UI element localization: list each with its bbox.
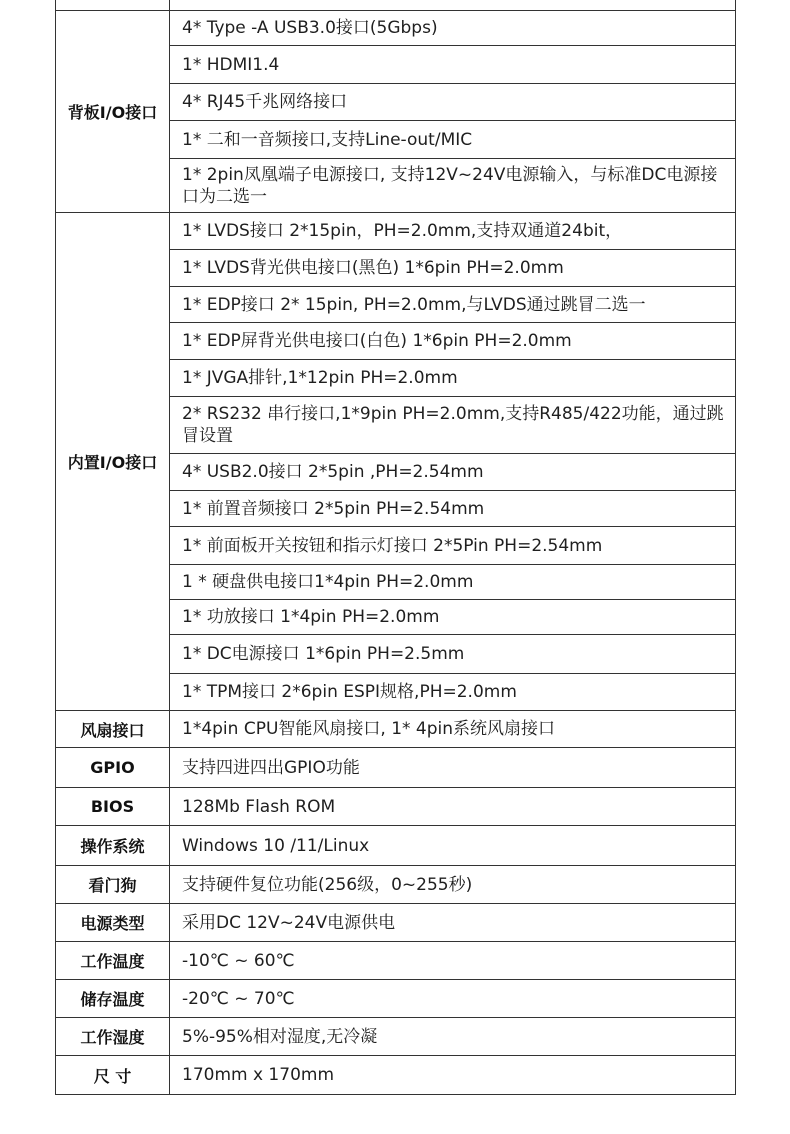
spec-value: 4* Type -A USB3.0接口(5Gbps) [170,11,736,46]
spec-value: 5%-95%相对湿度,无冷凝 [170,1018,736,1056]
spec-value [170,0,736,11]
spec-value: 1*4pin CPU智能风扇接口, 1* 4pin系统风扇接口 [170,711,736,748]
spec-value: -20℃ ~ 70℃ [170,980,736,1018]
spec-label: 工作湿度 [56,1018,170,1056]
spec-value: 1* JVGA排针,1*12pin PH=2.0mm [170,360,736,397]
spec-value: 1* 功放接口 1*4pin PH=2.0mm [170,600,736,635]
spec-table [55,0,736,1095]
spec-value: 1 * 硬盘供电接口1*4pin PH=2.0mm [170,565,736,600]
spec-label: 尺 寸 [56,1056,170,1095]
spec-value: 1* 2pin凤凰端子电源接口, 支持12V~24V电源输入，与标准DC电源接口为二选一 [170,159,736,213]
spec-value: 1* 前置音频接口 2*5pin PH=2.54mm [170,491,736,527]
spec-value: 4* USB2.0接口 2*5pin ,PH=2.54mm [170,454,736,491]
table-row-top-cropped [56,0,736,11]
spec-value: -10℃ ~ 60℃ [170,942,736,980]
spec-value: 支持硬件复位功能(256级，0~255秒) [170,866,736,904]
spec-value: 采用DC 12V~24V电源供电 [170,904,736,942]
spec-value: 1* LVDS接口 2*15pin，PH=2.0mm,支持双通道24bit， [170,213,736,250]
table-row [56,904,736,942]
spec-label: 内置I/O接口 [56,213,170,711]
table-row [56,788,736,826]
spec-value: 1* LVDS背光供电接口(黑色) 1*6pin PH=2.0mm [170,250,736,287]
spec-value: 1* 二和一音频接口,支持Line-out/MIC [170,121,736,159]
spec-value: 1* HDMI1.4 [170,46,736,84]
spec-label: 操作系统 [56,826,170,866]
table-row [56,1056,736,1095]
table-row [56,213,736,250]
spec-label: 背板I/O接口 [56,11,170,213]
table-row [56,826,736,866]
spec-label: BIOS [56,788,170,826]
spec-value: 1* TPM接口 2*6pin ESPI规格,PH=2.0mm [170,674,736,711]
spec-value: 1* 前面板开关按钮和指示灯接口 2*5Pin PH=2.54mm [170,527,736,565]
spec-value: 1* EDP接口 2* 15pin, PH=2.0mm,与LVDS通过跳冒二选一 [170,287,736,323]
spec-label [56,0,170,11]
spec-table-body [56,0,736,1095]
spec-value: 170mm x 170mm [170,1056,736,1095]
table-row [56,942,736,980]
spec-value: 1* DC电源接口 1*6pin PH=2.5mm [170,635,736,674]
table-row [56,1018,736,1056]
spec-label: 工作温度 [56,942,170,980]
spec-label: GPIO [56,748,170,788]
spec-label: 看门狗 [56,866,170,904]
spec-value: 4* RJ45千兆网络接口 [170,84,736,121]
spec-value: 支持四进四出GPIO功能 [170,748,736,788]
table-row [56,748,736,788]
spec-value: 128Mb Flash ROM [170,788,736,826]
spec-value: Windows 10 /11/Linux [170,826,736,866]
table-row [56,11,736,46]
spec-value: 2* RS232 串行接口,1*9pin PH=2.0mm,支持R485/422功能，通过跳冒设置 [170,397,736,454]
table-row [56,866,736,904]
table-row [56,980,736,1018]
table-row [56,711,736,748]
spec-label: 电源类型 [56,904,170,942]
spec-label: 储存温度 [56,980,170,1018]
spec-label: 风扇接口 [56,711,170,748]
spec-value: 1* EDP屏背光供电接口(白色) 1*6pin PH=2.0mm [170,323,736,360]
